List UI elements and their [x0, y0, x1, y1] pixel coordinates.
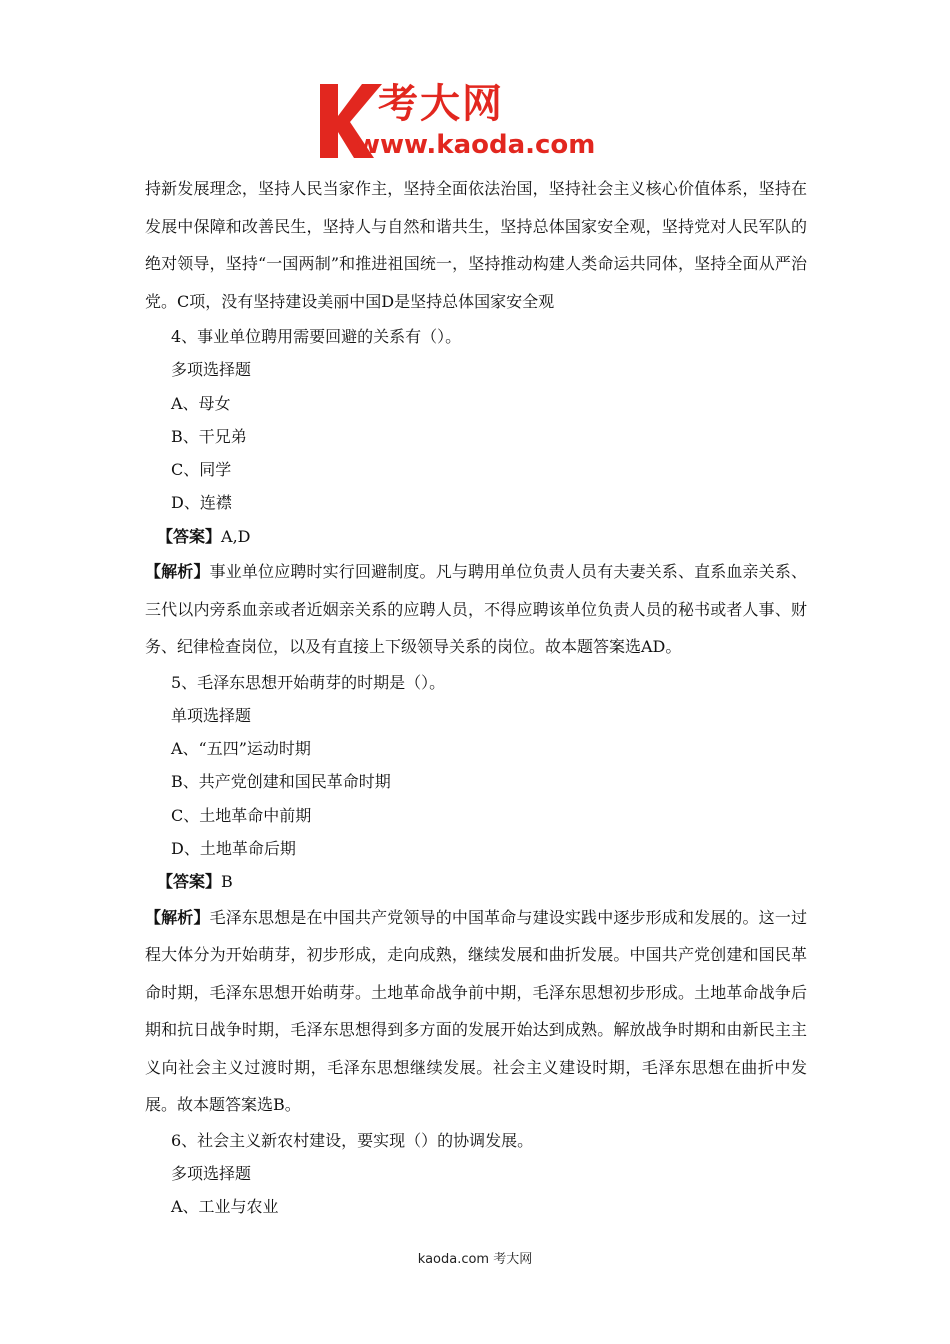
q5-answer [145, 865, 807, 898]
q5-type: 单项选择题 [171, 705, 252, 725]
q4-analysis-text: 事业单位应聘时实行回避制度。凡与聘用单位负责人员有夫妻关系、直系血亲关系、三代以内旁系血亲或者近姻亲关系的应聘人员，不得应聘该单位负责人员的秘书或者人事、财务、纪律检查岗位，以及有直接上下级领导关系的岗位。故本题答案选AD。 [145, 562, 807, 657]
q5-answer-value: B [221, 872, 233, 892]
q5-answer-label: 【答案】 [157, 872, 222, 892]
q5-option-c: C、土地革命中前期 [171, 805, 312, 825]
q6-type: 多项选择题 [171, 1163, 252, 1183]
q5-option-a: A、“五四”运动时期 [171, 739, 311, 759]
logo-chinese-text: 考大网 [378, 81, 504, 127]
q4-option-a: A、母女 [171, 393, 231, 413]
q4-option-b: B、干兄弟 [171, 426, 247, 446]
q6-question: 6、社会主义新农村建设，要实现（）的协调发展。 [171, 1130, 534, 1150]
q5-question: 5、毛泽东思想开始萌芽的时期是（）。 [171, 672, 446, 692]
q5-option-d: D、土地革命后期 [171, 839, 296, 859]
q5-analysis-text: 毛泽东思想是在中国共产党领导的中国革命与建设实践中逐步形成和发展的。这一过程大体分为开始萌芽，初步形成，走向成熟，继续发展和曲折发展。中国共产党创建和国民革命时期，毛泽东思想开始萌芽。土地革命战争前中期，毛泽东思想初步形成。土地革命战争后期和抗日战争时期，毛泽东思想得到多方面的发展开始达到成熟。解放战争时期和由新民主主义向社会主义过渡时期，毛泽东思想继续发展。社会主义建设时期，毛泽东思想在曲折中发展。故本题答案选B。 [145, 907, 807, 1115]
q4-option-d: D、连襟 [171, 493, 232, 513]
q4-analysis [145, 553, 807, 666]
q4-option-c: C、同学 [171, 460, 232, 480]
q5-option-b: B、共产党创建和国民革命时期 [171, 772, 391, 792]
q4-answer-label: 【答案】 [157, 526, 222, 546]
logo-url-text: www.kaoda.com [356, 130, 596, 160]
q5-analysis-label: 【解析】 [145, 907, 210, 927]
q4-answer [145, 520, 807, 553]
q4-answer-value: A,D [221, 526, 251, 546]
q4-question: 4、事业单位聘用需要回避的关系有（）。 [171, 327, 462, 346]
kaoda-logo [316, 82, 646, 162]
document-body [145, 170, 807, 1224]
q6-option-a: A、工业与农业 [171, 1197, 279, 1217]
q4-type: 多项选择题 [171, 360, 252, 380]
page-footer: kaoda.com 考大网 [417, 1252, 533, 1267]
intro-paragraph: 持新发展理念，坚持人民当家作主，坚持全面依法治国，坚持社会主义核心价值体系，坚持在发展中保障和改善民生，坚持人与自然和谐共生，坚持总体国家安全观，坚持党对人民军队的绝对领导，坚持“一国两制”和推进祖国统一，坚持推动构建人类命运共同体，坚持全面从严治党。C项，没有坚持建设美丽中国D是坚持总体国家安全观 [145, 179, 807, 311]
q4-analysis-label: 【解析】 [145, 562, 210, 582]
q5-analysis [145, 899, 807, 1124]
